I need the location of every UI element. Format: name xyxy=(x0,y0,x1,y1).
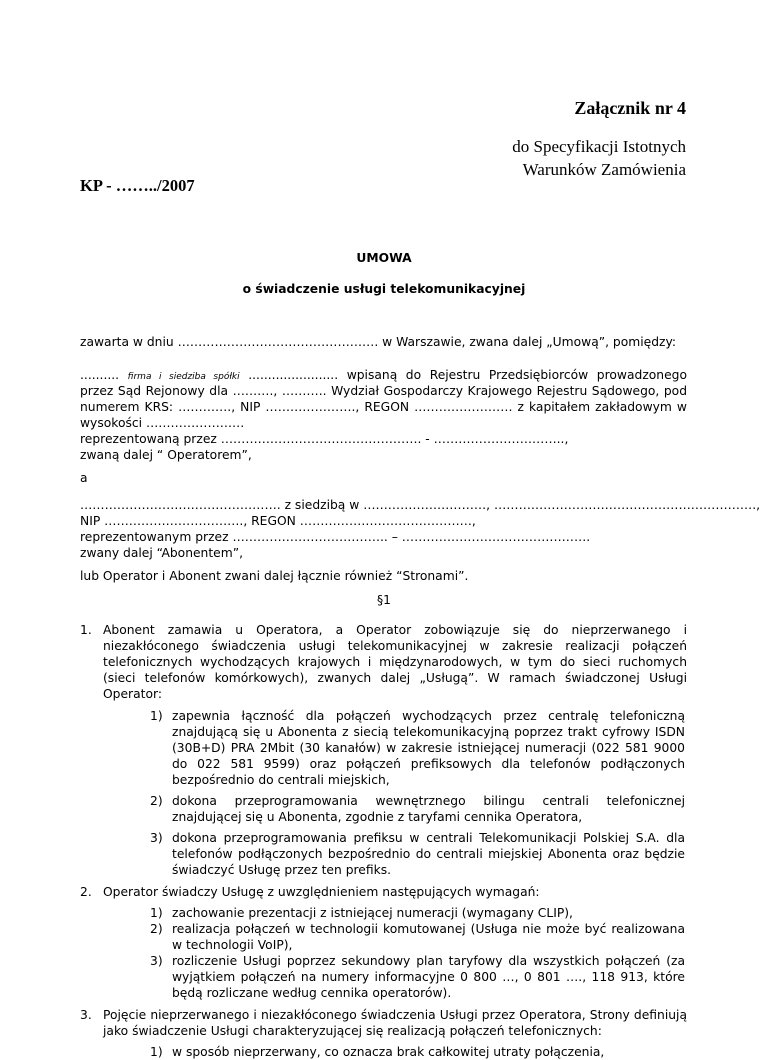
point-number: 1. xyxy=(80,623,92,637)
specification-reference-line1: do Specyfikacji Istotnych xyxy=(512,137,686,156)
subpoint-text: dokona przeprogramowania prefiksu w centrali Telekomunikacji Polskiej S.A. dla telefonów podłączonych bezpośrednio do centrali miejskiej Abonenta oraz będzie świadczyć Usługę przez ten prefiks. xyxy=(172,831,685,877)
subpoint-text: zapewnia łączność dla połączeń wychodzących przez centralę telefoniczną znajdującą się u Abonenta z siecią telekomunikacyjną poprzez trakt cyfrowy ISDN (30B+D) PRA 2Mbit (30 kanałów) w zakresie istniejącej numeracji (022 581 9000 do 022 581 9599) oraz połączeń prefiksowych dla telefonów podłączonych bezpośrednio do centrali miejskich, xyxy=(172,709,685,787)
point-text: Operator świadczy Usługę z uwzględnieniem następujących wymagań: xyxy=(103,885,540,899)
subscriber-line-1: …………………………………………. z siedzibą w …………………………, ………………………………………………………., xyxy=(80,498,761,512)
subpoint-text: w sposób nieprzerwany, co oznacza brak całkowitej utraty połączenia, xyxy=(172,1045,605,1059)
point-number: 3. xyxy=(80,1008,92,1022)
subpoint-number: 1) xyxy=(150,709,163,723)
operator-line-6: zwaną dalej “ Operatorem”, xyxy=(80,448,252,462)
operator-line-1-rest: ....................... wpisaną do Rejestru Przedsiębiorców prowadzonego xyxy=(248,368,687,382)
point-text: Abonent zamawia u Operatora, a Operator zobowiązuje się do nieprzerwanego i niezakłóconego świadczenia usługi telekomunikacyjnej w zakresie realizacji połączeń telefonicznych wychodzących krajowych i międzynarodowych, w tym do sieci ruchomych (sieci telefonów komórkowych), zwanych dalej „Usługą”. W ramach świadczonej Usługi Operator: xyxy=(103,623,687,701)
operator-line-3: numerem KRS: …………., NIP …………………., REGON …………………… z kapitałem zakładowym w xyxy=(80,400,687,414)
section-mark: §1 xyxy=(377,593,391,607)
subpoint-number: 2) xyxy=(150,922,163,936)
parties-line: lub Operator i Abonent zwani dalej łącznie również “Stronami”. xyxy=(80,569,469,583)
subpoint-text: zachowanie prezentacji z istniejącej numeracji (wymagany CLIP), xyxy=(172,906,573,920)
point-number: 2. xyxy=(80,885,92,899)
operator-line-5: reprezentowaną przez …………………………………………. - ………………………….., xyxy=(80,432,569,446)
firm-label: firma i siedziba spółki xyxy=(127,372,240,382)
contract-subtitle: o świadczenie usługi telekomunikacyjnej xyxy=(242,282,526,296)
intro-line: zawarta w dniu …………………………………………. w Warszawie, zwana dalej „Umową”, pomiędzy: xyxy=(80,335,677,349)
point-text: Pojęcie nieprzerwanego i niezakłóconego świadczenia Usługi przez Operatora, Strony definiują jako świadczenie Usługi charakteryzującej się realizacją połączeń telefonicznych: xyxy=(103,1008,687,1038)
subpoint-number: 1) xyxy=(150,906,163,920)
attachment-title: Załącznik nr 4 xyxy=(574,98,686,118)
subscriber-line-2: NIP ……………………………., REGON ……………………………………, xyxy=(80,514,476,528)
conjunction-a: a xyxy=(80,471,88,485)
contract-title: UMOWA xyxy=(356,251,412,265)
specification-reference-line2: Warunków Zamówienia xyxy=(522,160,686,179)
operator-dots-prefix: .......... xyxy=(80,368,120,382)
subscriber-line-3: reprezentowanym przez ……………………………….. – ………………………………………. xyxy=(80,530,591,544)
document-number: KP - ……../2007 xyxy=(80,176,195,195)
subpoint-number: 2) xyxy=(150,794,163,808)
subpoint-number: 1) xyxy=(150,1045,163,1059)
subpoint-number: 3) xyxy=(150,954,163,968)
subpoint-text: dokona przeprogramowania wewnętrznego bilingu centrali telefonicznej znajdującej się u Abonenta, zgodnie z taryfami cennika Operatora, xyxy=(172,794,685,824)
operator-line-2: przez Sąd Rejonowy dla ………., ……….. Wydział Gospodarczy Krajowego Rejestru Sądowego, pod xyxy=(80,384,687,398)
subpoint-text: realizacja połączeń w technologii komutowanej (Usługa nie może być realizowana w technologii VoIP), xyxy=(172,922,685,952)
subscriber-line-4: zwany dalej “Abonentem”, xyxy=(80,546,243,560)
operator-line-4: wysokości …………………… xyxy=(80,416,245,430)
subpoint-number: 3) xyxy=(150,831,163,845)
subpoint-text: rozliczenie Usługi poprzez sekundowy plan taryfowy dla wszystkich połączeń (za wyjątkiem połączeń na numery informacyjne 0 800 …, 0 801 …., 118 913, które będą rozliczane według cennika operatorów). xyxy=(172,954,685,1000)
